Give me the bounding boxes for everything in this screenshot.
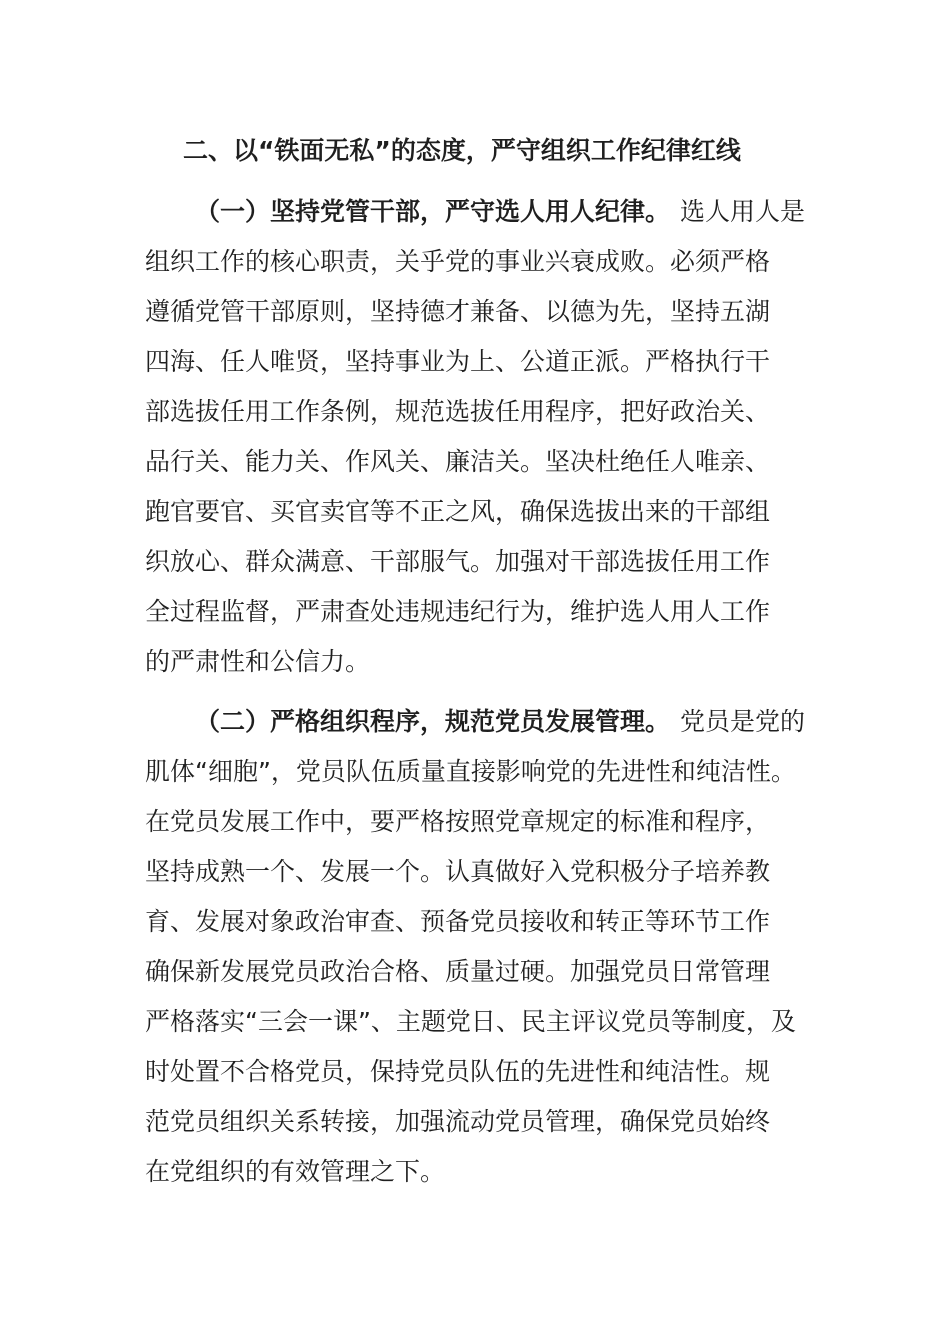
paragraph-2-text: 党员是党的 (679, 707, 805, 736)
paragraph-2-line: 坚持成熟一个、发展一个。认真做好入党积极分子培养教 (145, 857, 771, 886)
paragraph-2-line: 在党员发展工作中，要严格按照党章规定的标准和程序， (145, 807, 771, 836)
paragraph-1-line: 部选拔任用工作条例，规范选拔任用程序，把好政治关、 (145, 397, 771, 426)
paragraph-1-line: 的严肃性和公信力。 (145, 647, 371, 676)
paragraph-2-line: 范党员组织关系转接，加强流动党员管理，确保党员始终 (145, 1107, 771, 1136)
paragraph-1-line: 跑官要官、买官卖官等不正之风，确保选拔出来的干部组 (145, 497, 771, 526)
paragraph-1-line (195, 193, 805, 231)
paragraph-2-line (195, 703, 805, 741)
paragraph-2-bold-lead: （二）严格组织程序，规范党员发展管理。 (195, 707, 671, 736)
paragraph-1-line: 织放心、群众满意、干部服气。加强对干部选拔任用工作 (145, 547, 771, 576)
paragraph-1-line: 品行关、能力关、作风关、廉洁关。坚决杜绝任人唯亲、 (145, 447, 771, 476)
paragraph-2-line: 确保新发展党员政治合格、质量过硬。加强党员日常管理 (145, 957, 771, 986)
paragraph-2-line: 肌体“细胞”，党员队伍质量直接影响党的先进性和纯洁性。 (145, 757, 796, 786)
paragraph-1-line: 全过程监督，严肃查处违规违纪行为，维护选人用人工作 (145, 597, 771, 626)
paragraph-2-line: 时处置不合格党员，保持党员队伍的先进性和纯洁性。规 (145, 1057, 771, 1086)
paragraph-2-line: 在党组织的有效管理之下。 (145, 1157, 446, 1186)
section-heading: 二、以“铁面无私”的态度，严守组织工作纪律红线 (183, 136, 741, 165)
paragraph-1-line: 组织工作的核心职责，关乎党的事业兴衰成败。必须严格 (145, 247, 771, 276)
paragraph-1-line: 四海、任人唯贤，坚持事业为上、公道正派。严格执行干 (145, 347, 771, 376)
paragraph-1-text: 选人用人是 (679, 197, 805, 226)
paragraph-2-line: 严格落实“三会一课”、主题党日、民主评议党员等制度，及 (145, 1007, 796, 1036)
paragraph-1-bold-lead: （一）坚持党管干部，严守选人用人纪律。 (195, 197, 671, 226)
paragraph-1-line: 遵循党管干部原则，坚持德才兼备、以德为先，坚持五湖 (145, 297, 771, 326)
paragraph-2-line: 育、发展对象政治审查、预备党员接收和转正等环节工作 (145, 907, 771, 936)
